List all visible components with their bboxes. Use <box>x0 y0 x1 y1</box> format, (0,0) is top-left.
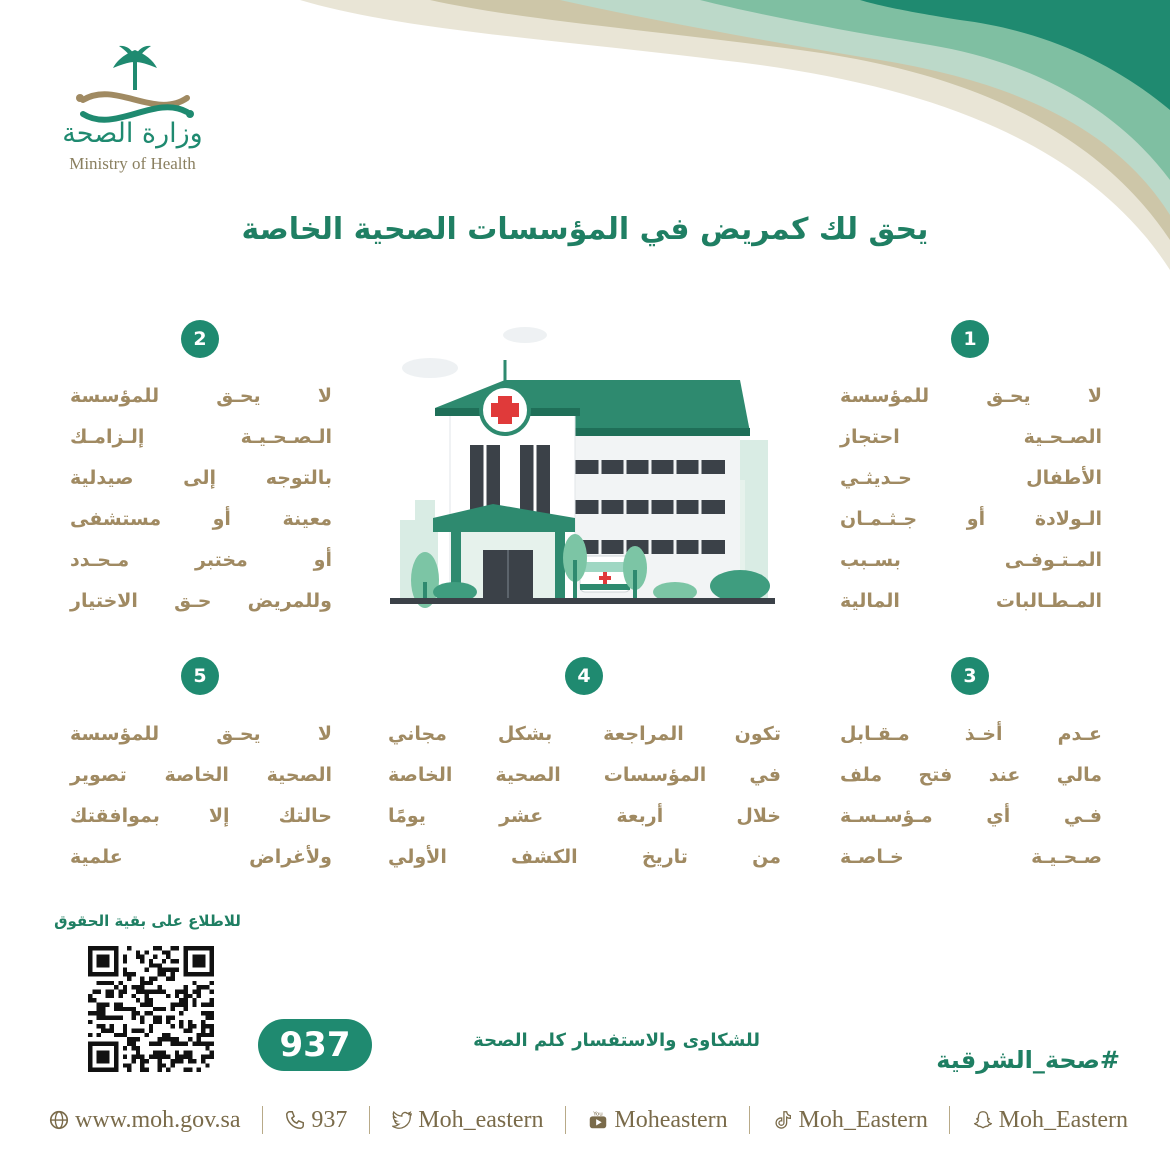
ministry-name-english: Ministry of Health <box>69 154 196 173</box>
twitter-icon <box>391 1109 413 1131</box>
footer-divider <box>565 1106 566 1134</box>
hashtag[interactable]: #صحة_الشرقية <box>936 1046 1120 1074</box>
right-4-line: تكون المراجعة بشكل مجاني <box>388 723 781 745</box>
right-3-text <box>840 714 1102 878</box>
globe-icon <box>48 1109 70 1131</box>
right-2-line: لا يحـق للمؤسسة <box>70 385 332 407</box>
twitter-handle: Moh_eastern <box>418 1106 544 1133</box>
snapchat-icon <box>972 1109 994 1131</box>
right-4-line: في المؤسسات الصحية الخاصة <box>388 764 781 786</box>
snapchat-handle: Moh_Eastern <box>998 1106 1128 1133</box>
right-1-line: المـطـالبات المالية <box>840 590 1102 612</box>
footer-divider <box>749 1106 750 1134</box>
right-2-line: أو مختبر مـحـدد <box>70 549 332 571</box>
footer-divider <box>262 1106 263 1134</box>
right-1-text <box>840 376 1102 622</box>
footer-divider <box>949 1106 950 1134</box>
right-3-line: صـحـيـة خـاصـة <box>840 846 1102 868</box>
right-2-text <box>70 376 332 622</box>
right-number-3: 3 <box>951 657 989 695</box>
hotline-text: للشكاوى والاستفسار كلم الصحة <box>473 1030 760 1051</box>
right-2-line: وللمريض حـق الاختيار <box>70 590 332 612</box>
right-3-line: مالي عند فتح ملف <box>840 764 1102 786</box>
website-text: www.moh.gov.sa <box>75 1106 241 1133</box>
right-2-line: الـصـحـيـة إلـزامـك <box>70 426 332 448</box>
right-5-line: الصحية الخاصة تصوير <box>70 764 332 786</box>
right-2-line: بالتوجه إلى صيدلية <box>70 467 332 489</box>
right-3-line: فـي أي مـؤسـسـة <box>840 805 1102 827</box>
footer-youtube[interactable] <box>587 1107 727 1134</box>
ministry-name-arabic: وزارة الصحة <box>62 118 203 149</box>
right-number-2: 2 <box>181 320 219 358</box>
right-1-line: الصـحـية احتجاز <box>840 426 1102 448</box>
right-4-line: خلال أربعة عشر يومًا <box>388 805 781 827</box>
right-1-line: الـولادة أو جـثـمـان <box>840 508 1102 530</box>
right-number-5: 5 <box>181 657 219 695</box>
youtube-icon <box>587 1109 609 1131</box>
phone-text: 937 <box>311 1106 348 1133</box>
youtube-handle: Moheastern <box>614 1106 728 1133</box>
right-3-line: عـدم أخـذ مـقـابل <box>840 723 1102 745</box>
hotline-number-badge[interactable]: 937 <box>258 1019 372 1071</box>
tiktok-handle: Moh_Eastern <box>798 1106 928 1133</box>
qr-caption: للاطلاع على بقية الحقوق <box>54 912 241 930</box>
qr-code[interactable] <box>88 946 214 1072</box>
hospital-illustration <box>385 320 780 610</box>
right-5-line: حالتك إلا بموافقتك <box>70 805 332 827</box>
right-4-line: من تاريخ الكشف الأولي <box>388 846 781 868</box>
right-1-line: لا يحـق للمؤسسة <box>840 385 1102 407</box>
footer-website[interactable] <box>48 1107 241 1134</box>
right-number-1: 1 <box>951 320 989 358</box>
footer-phone[interactable] <box>284 1107 347 1134</box>
page-title: يحق لك كمريض في المؤسسات الصحية الخاصة <box>241 212 929 247</box>
footer-contacts <box>48 1100 1128 1140</box>
svg-text:You: You <box>593 1111 604 1118</box>
right-4-text <box>388 714 781 878</box>
right-1-line: الأطفال حـديثـي <box>840 467 1102 489</box>
tiktok-icon <box>772 1109 794 1131</box>
footer-twitter[interactable] <box>391 1107 543 1134</box>
right-5-line: لا يحـق للمؤسسة <box>70 723 332 745</box>
footer-tiktok[interactable] <box>772 1107 928 1134</box>
right-5-text <box>70 714 332 878</box>
right-5-line: ولأغراض علمية <box>70 846 332 868</box>
footer-divider <box>369 1106 370 1134</box>
right-1-line: المـتـوفـى بسـبب <box>840 549 1102 571</box>
right-number-4: 4 <box>565 657 603 695</box>
right-2-line: معينة أو مستشفى <box>70 508 332 530</box>
footer-snapchat[interactable] <box>972 1107 1128 1134</box>
phone-icon <box>284 1109 306 1131</box>
